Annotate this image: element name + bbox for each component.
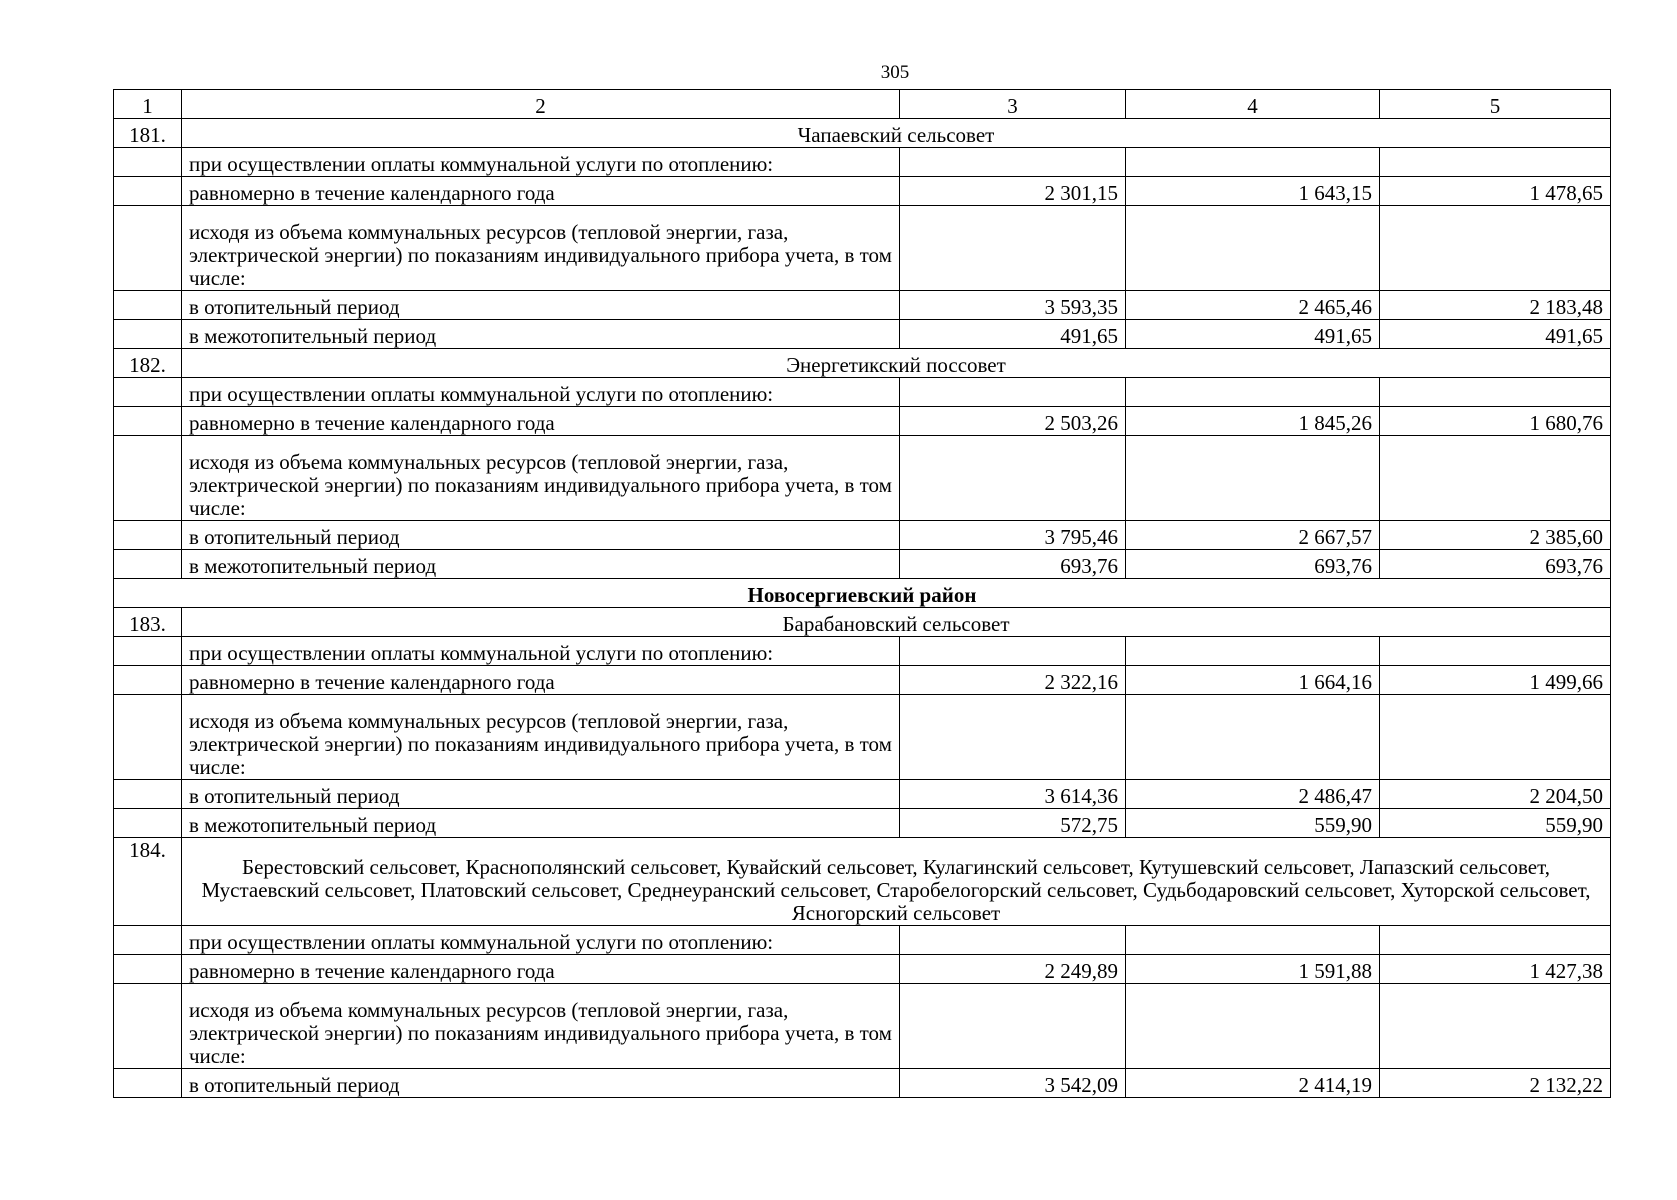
value-cell: 3 614,36 xyxy=(900,780,1126,809)
table-row xyxy=(114,695,1611,780)
section-index: 181. xyxy=(114,119,182,148)
value-cell: 491,65 xyxy=(900,320,1126,349)
row-label: равномерно в течение календарного года xyxy=(182,666,900,695)
row-label: равномерно в течение календарного года xyxy=(182,407,900,436)
value-cell: 2 249,89 xyxy=(900,955,1126,984)
section-title-row xyxy=(114,349,1611,378)
row-label: при осуществлении оплаты коммунальной услуги по отоплению: xyxy=(182,378,900,407)
table-row xyxy=(114,378,1611,407)
column-number-row xyxy=(114,90,1611,119)
row-label: в отопительный период xyxy=(182,291,900,320)
table-row xyxy=(114,926,1611,955)
row-label: исходя из объема коммунальных ресурсов (тепловой энергии, газа, электрической энергии) по показаниям индивидуального прибора учета, в том числе: xyxy=(182,436,900,521)
table-row xyxy=(114,407,1611,436)
value-cell: 2 132,22 xyxy=(1380,1069,1611,1098)
section-index: 183. xyxy=(114,608,182,637)
value-cell: 559,90 xyxy=(1126,809,1380,838)
row-label: в межотопительный период xyxy=(182,550,900,579)
table-row xyxy=(114,955,1611,984)
column-number: 3 xyxy=(900,90,1126,119)
table-row xyxy=(114,637,1611,666)
column-number: 4 xyxy=(1126,90,1380,119)
section-title-row xyxy=(114,608,1611,637)
value-cell: 572,75 xyxy=(900,809,1126,838)
value-cell: 2 385,60 xyxy=(1380,521,1611,550)
section-title-row xyxy=(114,838,1611,926)
table-row xyxy=(114,984,1611,1069)
district-heading-row xyxy=(114,579,1611,608)
value-cell: 2 322,16 xyxy=(900,666,1126,695)
section-index: 182. xyxy=(114,349,182,378)
value-cell: 2 465,46 xyxy=(1126,291,1380,320)
tariff-table xyxy=(113,89,1611,1098)
value-cell: 1 427,38 xyxy=(1380,955,1611,984)
table-row xyxy=(114,206,1611,291)
value-cell: 3 542,09 xyxy=(900,1069,1126,1098)
value-cell: 2 486,47 xyxy=(1126,780,1380,809)
column-number: 1 xyxy=(114,90,182,119)
value-cell: 3 795,46 xyxy=(900,521,1126,550)
value-cell: 693,76 xyxy=(1380,550,1611,579)
value-cell: 1 499,66 xyxy=(1380,666,1611,695)
row-label: исходя из объема коммунальных ресурсов (тепловой энергии, газа, электрической энергии) по показаниям индивидуального прибора учета, в том числе: xyxy=(182,984,900,1069)
row-label: исходя из объема коммунальных ресурсов (тепловой энергии, газа, электрической энергии) по показаниям индивидуального прибора учета, в том числе: xyxy=(182,695,900,780)
value-cell: 491,65 xyxy=(1380,320,1611,349)
value-cell: 2 204,50 xyxy=(1380,780,1611,809)
row-label: в отопительный период xyxy=(182,780,900,809)
row-label: в межотопительный период xyxy=(182,809,900,838)
row-label: при осуществлении оплаты коммунальной услуги по отоплению: xyxy=(182,637,900,666)
value-cell: 1 591,88 xyxy=(1126,955,1380,984)
value-cell: 1 680,76 xyxy=(1380,407,1611,436)
value-cell: 2 183,48 xyxy=(1380,291,1611,320)
column-number: 2 xyxy=(182,90,900,119)
table-row xyxy=(114,550,1611,579)
value-cell: 693,76 xyxy=(1126,550,1380,579)
value-cell: 2 414,19 xyxy=(1126,1069,1380,1098)
value-cell: 2 301,15 xyxy=(900,177,1126,206)
section-name: Энергетикский поссовет xyxy=(182,349,1611,378)
table-row xyxy=(114,177,1611,206)
row-label: при осуществлении оплаты коммунальной услуги по отоплению: xyxy=(182,926,900,955)
row-label: в отопительный период xyxy=(182,1069,900,1098)
table-row xyxy=(114,809,1611,838)
district-heading: Новосергиевский район xyxy=(114,579,1611,608)
value-cell: 559,90 xyxy=(1380,809,1611,838)
column-number: 5 xyxy=(1380,90,1611,119)
section-name: Берестовский сельсовет, Краснополянский сельсовет, Кувайский сельсовет, Кулагинский сельсовет, Кутушевский сельсовет, Лапазский сельсовет, Мустаевский сельсовет, Платовский сельсовет, Среднеуранский сельсовет, Старобелогорский сельсовет, Судьбодаровский сельсовет, Хуторской сельсовет, Ясногорский сельсовет xyxy=(182,838,1611,926)
section-name: Барабановский сельсовет xyxy=(182,608,1611,637)
section-name: Чапаевский сельсовет xyxy=(182,119,1611,148)
section-title-row xyxy=(114,119,1611,148)
value-cell: 1 478,65 xyxy=(1380,177,1611,206)
table-row xyxy=(114,320,1611,349)
row-label: равномерно в течение календарного года xyxy=(182,177,900,206)
row-label: при осуществлении оплаты коммунальной услуги по отоплению: xyxy=(182,148,900,177)
value-cell: 693,76 xyxy=(900,550,1126,579)
value-cell: 1 643,15 xyxy=(1126,177,1380,206)
table-row xyxy=(114,148,1611,177)
row-label: исходя из объема коммунальных ресурсов (тепловой энергии, газа, электрической энергии) по показаниям индивидуального прибора учета, в том числе: xyxy=(182,206,900,291)
row-label: в межотопительный период xyxy=(182,320,900,349)
table-row xyxy=(114,780,1611,809)
value-cell: 491,65 xyxy=(1126,320,1380,349)
table-row xyxy=(114,1069,1611,1098)
section-index: 184. xyxy=(114,838,182,926)
row-label: в отопительный период xyxy=(182,521,900,550)
table-row xyxy=(114,291,1611,320)
value-cell: 3 593,35 xyxy=(900,291,1126,320)
value-cell: 2 503,26 xyxy=(900,407,1126,436)
page-number: 305 xyxy=(880,62,910,83)
value-cell: 1 664,16 xyxy=(1126,666,1380,695)
value-cell: 2 667,57 xyxy=(1126,521,1380,550)
row-label: равномерно в течение календарного года xyxy=(182,955,900,984)
value-cell: 1 845,26 xyxy=(1126,407,1380,436)
table-row xyxy=(114,666,1611,695)
table-row xyxy=(114,436,1611,521)
table-row xyxy=(114,521,1611,550)
